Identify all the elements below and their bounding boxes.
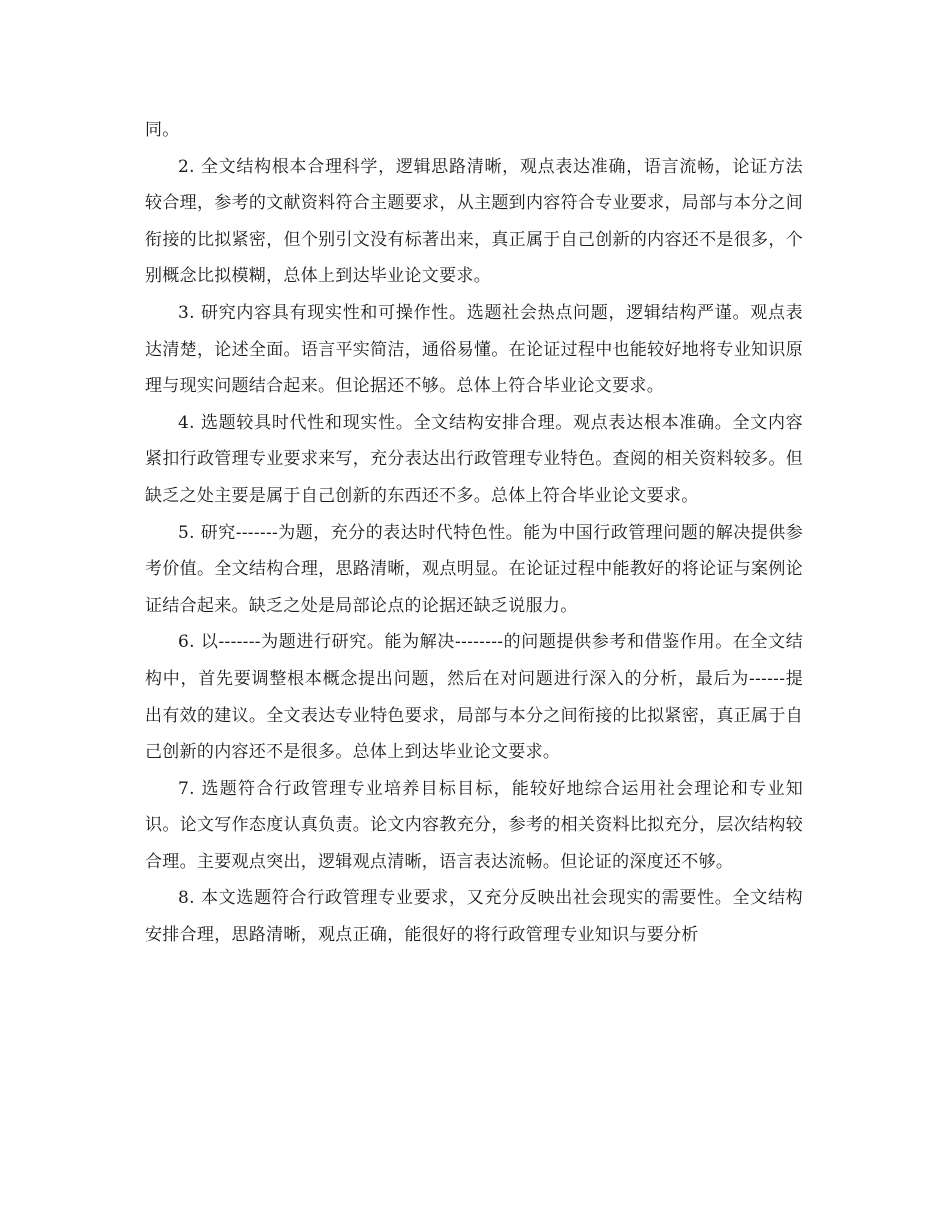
continued-text: 同。 [145,120,180,140]
comment-paragraph-7: 7. 选题符合行政管理专业培养目标目标，能较好地综合运用社会理论和专业知识。论文写作态度认真负责。论文内容教充分，参考的相关资料比拟充分，层次结构较合理。主要观点突出，逻辑观点清晰，语言表达流畅。但论证的深度还不够。 [145,778,803,872]
comment-paragraph-5: 5. 研究-------为题，充分的表达时代特色性。能为中国行政管理问题的解决提供参考价值。全文结构合理，思路清晰，观点明显。在论证过程中能教好的将论证与案例论证结合起来。缺乏之处是局部论点的论据还缺乏说服力。 [145,522,803,616]
comment-paragraph-2: 2. 全文结构根本合理科学，逻辑思路清晰，观点表达准确，语言流畅，论证方法较合理，参考的文献资料符合主题要求，从主题到内容符合专业要求，局部与本分之间衔接的比拟紧密，但个别引文没有标著出来，真正属于自己创新的内容还不是很多，个别概念比拟模糊，总体上到达毕业论文要求。 [145,156,803,287]
comment-paragraph-3: 3. 研究内容具有现实性和可操作性。选题社会热点问题，逻辑结构严谨。观点表达清楚，论述全面。语言平实简洁，通俗易懂。在论证过程中也能较好地将专业知识原理与现实问题结合起来。但论据还不够。总体上符合毕业论文要求。 [145,302,803,397]
document-body [145,112,803,954]
comment-paragraph-4: 4. 选题较具时代性和现实性。全文结构安排合理。观点表达根本准确。全文内容紧扣行政管理专业要求来写，充分表达出行政管理专业特色。查阅的相关资料较多。但缺乏之处主要是属于自己创新的东西还不多。总体上符合毕业论文要求。 [145,412,803,506]
comment-paragraph-8: 8. 本文选题符合行政管理专业要求，又充分反映出社会现实的需要性。全文结构安排合理，思路清晰，观点正确，能很好的将行政管理专业知识与要分析 [145,888,803,946]
comment-paragraph-6: 6. 以-------为题进行研究。能为解决--------的问题提供参考和借鉴作用。在全文结构中，首先要调整根本概念提出问题，然后在对问题进行深入的分析，最后为------提出有效的建议。全文表达专业特色要求，局部与本分之间衔接的比拟紧密，真正属于自己创新的内容还不是很多。总体上到达毕业论文要求。 [145,632,803,763]
